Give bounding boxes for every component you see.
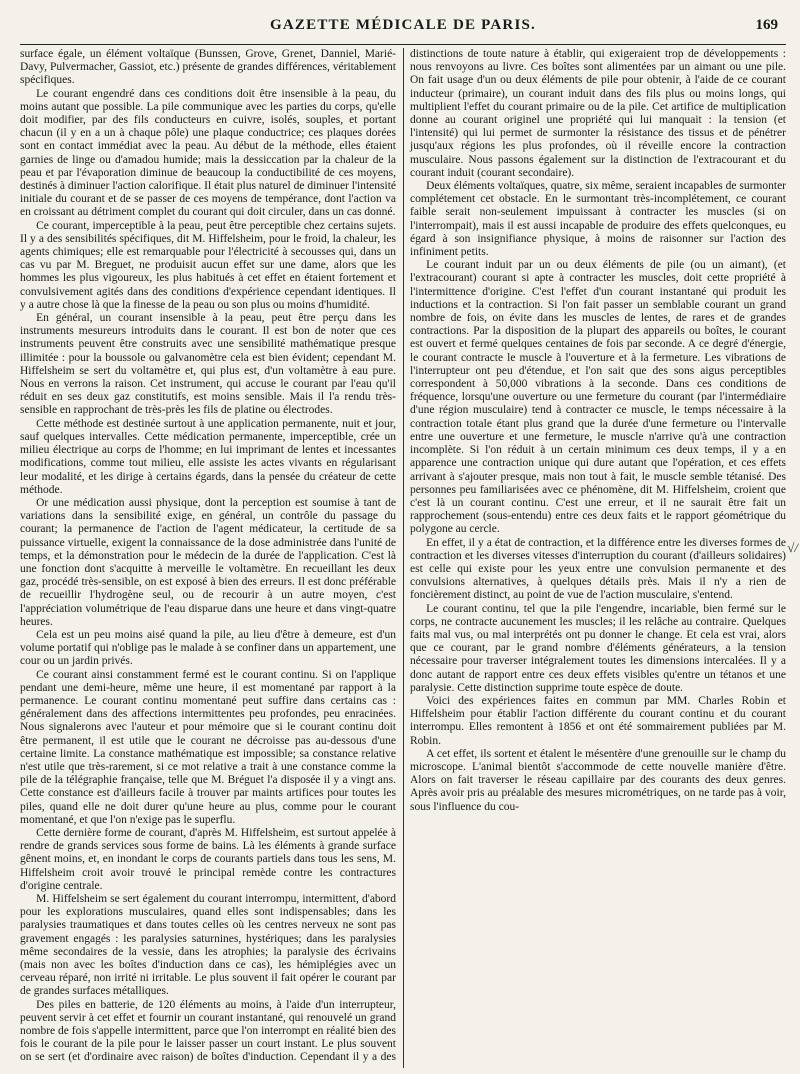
paragraph: surface égale, un élément voltaïque (Bunssen, Grove, Grenet, Danniel, Marié-Davy, Pulvermacher, Gassiot, etc.) présente de grandes différences, véritablement spécifiques. — [20, 48, 396, 87]
paragraph: Or une médication aussi physique, dont la perception est soumise à tant de variations dans la sensibilité exige, en général, un contrôle du passage du courant; la permanence de l'action de l'agent médicateur, la certitude de sa puissance virtuelle, exigent la connaissance de la dose administrée dans l'unité de temps, et la démonstration pour le médecin de la durée de l'application. C'est là une fonction dont s'acquitte à merveille le voltamètre. En recueillant les deux gaz, procédé très-sensible, on est exposé à bien des erreurs. Il est donc préférable de recueillir l'hydrogène seul, ou de recourir à un autre moyen, c'est l'appréciation volumétrique de l'eau disparue dans une heure et dans vingt-quatre heures. — [20, 496, 396, 628]
paragraph: En effet, il y a état de contraction, et la différence entre les diverses formes de contraction et les diverses vitesses d'interruption du courant (d'ailleurs solidaires) est celle qui existe pour les yeux entre une convulsion permanente et des convulsions alternatives, à quelques détails près. Mais il n'y a rien de foncièrement distinct, au point de vue de l'action musculaire, s'entend. — [410, 536, 786, 602]
page-number: 169 — [755, 17, 778, 33]
paragraph: M. Hiffelsheim se sert également du courant interrompu, intermittent, d'abord pour les explorations musculaires, quand elles sont indispensables; dans les paralysies traumatiques et dans toutes celles où les centres nerveux ne sont pas gravement engagés : les paralysies saturnines, hystériques; dans les paralysies même secondaires de la vessie, dans les atrophies; la paralysie des écrivains (mais non avec les boîtes d'induction dans ce cas), les hémiplégies avec un cerveau réparé, non irrité ni irritable. Le plus souvent il fait opérer le courant par de grandes surfaces métalliques. — [20, 893, 396, 998]
paragraph: Ce courant, imperceptible à la peau, peut être perceptible chez certains sujets. Il y a des sensibilités spécifiques, dit M. Hiffelsheim, pour le froid, la chaleur, les agents chimiques; elle est remarquable pour l'électricité à secousses qui, dans un cas vu par M. Breguet, ne produisit aucun effet sur une dame, alors que les hommes les plus vigoureux, les plus habitués à cet effet en étaient fortement et convulsivement agités dans des conditions d'expérience cependant identiques. Il y a autre chose là que la finesse de la peau ou son plus ou moins d'humidité. — [20, 219, 396, 311]
paragraph: Ce courant ainsi constamment fermé est le courant continu. Si on l'applique pendant une demi-heure, même une heure, il est momentané par rapport à la permanence. Le courant continu momentané peut suffire dans certains cas : généralement dans des affections intermittentes peu profondes, peu enracinées. Nous signalerons avec l'auteur et pour mémoire que si le courant continu doit être permanent, il est utile que le courant ne décroisse pas au-dessous d'une certaine limite. La constance mathématique est impossible; sa constance relative n'est utile que très-rarement, si ce mot relative a trait à une constance comme la pile de la télégraphie française, telle que M. Bréguet l'a disposée il y a vingt ans. Cette constance est d'ailleurs facile à trouver par maints artifices pour toutes les piles, quand elle ne doit durer qu'une heure au plus, comme pour le courant momentané, et que l'on n'exige pas le superflu. — [20, 668, 396, 826]
paragraph: Cette dernière forme de courant, d'après M. Hiffelsheim, est surtout appelée à rendre de grands services sous forme de bains. Là les éléments à grande surface gênent moins, et, en inondant le corps de courants partiels dans tous les sens, M. Hiffelsheim croit avoir trouvé le principal remède contre les contractures d'origine centrale. — [20, 826, 396, 892]
paragraph: Cela est un peu moins aisé quand la pile, au lieu d'être à demeure, est d'un volume portatif qui n'oblige pas le malade à se confiner dans un appartement, une cour ou un jardin privés. — [20, 628, 396, 668]
paragraph: Cette méthode est destinée surtout à une application permanente, nuit et jour, sauf quelques intervalles. Cette médication permanente, imperceptible, crée un milieu électrique au corps de l'homme; en lui imprimant de lentes et incessantes modifications, comme tout milieu, elle assiste les actes vivants en régularisant leur modalité, et les dirige à certains égards, dans la pensée du créateur de cette méthode. — [20, 417, 396, 496]
paragraph: Deux éléments voltaïques, quatre, six même, seraient incapables de surmonter complétement cet obstacle. En le surmontant très-incomplétement, ce courant faible serait non-seulement impuissant à contracter les muscles (si on l'interrompait), mais il est aussi incapable de produire des effets quelconques, eu égard à son insignifiance physique, à moins de raisonner sur l'action des infiniment petits. — [410, 180, 786, 259]
paragraph: Le courant induit par un ou deux éléments de pile (ou un aimant), (et l'extracourant) courant si apte à contracter les muscles, doit cette propriété à l'intermittence d'origine. C'est l'effet d'un courant instantané qui produit les inductions et la contraction. Si l'on fait passer un semblable courant un grand nombre de fois, on évite dans les muscles de lentes, de rares et de grandes contractions. Par la disposition de la plupart des appareils ou boîtes, le courant est ouvert et fermé quelques centaines de fois par seconde. A ce degré d'énergie, le courant contracte le muscle à l'ouverture et à la fermeture. Les vibrations de l'interrupteur ont peu d'étendue, et l'on sait que des sons aigus perceptibles correspondent à 50,000 vibrations à la seconde. Dans ces conditions de fréquence, lorsqu'une ouverture ou une fermeture du courant (par l'intermédiaire d'une région musculaire) tend à contracter ce muscle, le temps nécessaire à la contraction totale étant plus grand que la durée d'une fermeture ou l'intervalle entre une ouverture et une fermeture, le muscle n'arrive qu'à une contraction incomplète. Si l'on réduit à un certain minimum ces deux temps, il y a en apparence une contraction unique qui dure autant que l'opération, et ces effets arrivant à s'ajouter presque, mais non tout à fait, le muscle semble tétanisé. Des personnes peu familiarisées avec ce phénomène, dit M. Hiffelsheim, croient que c'est là un courant continu. C'est une erreur, et il ne saurait être fait un rapprochement (sous-entendu) entre ces deux faits et le rapport géométrique du polygone au cercle. — [410, 259, 786, 536]
paragraph: Voici des expériences faites en commun par MM. Charles Robin et Hiffelsheim pour établir l'action différente du courant continu et du courant interrompu. Elles remontent à 1856 et ont été sommairement publiées par M. Robin. — [410, 694, 786, 747]
running-head — [20, 14, 786, 45]
paragraph: A cet effet, ils sortent et étalent le mésentère d'une grenouille sur le champ du microscope. L'animal bientôt s'accommode de cette nouvelle manière d'être. Alors on fait traverser le réseau capillaire par des courants des deux genres. Après avoir pris au préalable des mesures micrométriques, on ne tarde pas à voir, sous l'influence du cou- — [410, 747, 786, 813]
paragraph: Le courant continu, tel que la pile l'engendre, incariable, bien fermé sur le corps, ne contracte aucunement les muscles; il les relâche au contraire. Quelques faits mal vus, ou mal interprétés ont pu donner le change. Et cela est vrai, alors que ce courant, par le grand nombre d'éléments générateurs, a la tension nécessaire pour traverser intégralement toutes les dimensions intercalées. Il y a donc autant de rapport entre ces deux effets visibles qu'entre un tétanos et une paralysie. Cette distinction supprime toute espèce de doute. — [410, 602, 786, 694]
article-body — [20, 48, 786, 1068]
handwritten-margin-mark: √/ — [787, 540, 798, 555]
journal-title: GAZETTE MÉDICALE DE PARIS. — [270, 17, 536, 33]
paragraph: Des piles en batterie, de 120 éléments au moins, à l'aide d'un interrupteur, peuvent servir à cet effet et fournir un courant instantané, qui renouvelé un grand nombre de fois s'appelle intermittent, parce que l'on interrompt en réalité bien des fois le courant de la pile pour le laisser passer un court instant. Le plus souvent on se sert (et d'ordinaire avec raison) de boîtes d'induction. Cependant il y a des distinctions de toute nature à établir, qui exigeraient trop de développements : nous renvoyons au livre. Ces boîtes sont alimentées par un aimant ou une pile. On fait usage d'un ou deux éléments de pile pour obtenir, à l'aide de ce courant inducteur (primaire), un courant induit dans des fils plus ou moins longs, qui multiplient l'effet du courant primaire ou de la pile. Cet artifice de multiplication donne au courant originel une propriété qui lui manquait : la tension (et l'intensité) qui lui permet de surmonter la résistance des tissus et de pénétrer jusqu'aux régions les plus profondes, où il réveille encore la contraction musculaire. Nous passons également sur la distinction de l'extracourant et du courant induit (courant secondaire). — [20, 48, 786, 1064]
paragraph: Le courant engendré dans ces conditions doit être insensible à la peau, du moins autant que possible. La pile communique avec les parties du corps, qu'elle doit modifier, par des fils conducteurs en cuivre, isolés, souples, et portant chacun (il y en a un à chaque pôle) une plaque conductrice; ces plaques dorées sont en contact immédiat avec la peau. Au début de la méthode, elles étaient garnies de linge ou d'amadou humide; mais la dessiccation par la chaleur de la peau et par l'évaporation diminue de beaucoup la conductibilité de ces moyens, destinés à diminuer l'action calorifique. Il était plus naturel de diminuer l'intensité initiale du courant et de se passer de ces moyens de tempérance, dont l'action va en croissant au détriment complet du courant qui doit circuler, dans un cas donné. — [20, 87, 396, 219]
paragraph: En général, un courant insensible à la peau, peut être perçu dans les instruments mesureurs introduits dans le courant. Il est bon de noter que ces instruments peuvent être construits avec une sensibilité mathématique presque illimitée : pour la boussole ou galvanomètre cela est bien évident; cependant M. Hiffelsheim se sert du voltamètre et, qui plus est, d'un voltamètre à eau pure. Nous en verrons la raison. Cet instrument, qui accuse le courant par l'eau qu'il réduit en ses deux gaz constitutifs, est moins sensible. Mais il l'a rendu très-sensible en rapprochant de très-près les fils de platine ou électrodes. — [20, 312, 396, 417]
